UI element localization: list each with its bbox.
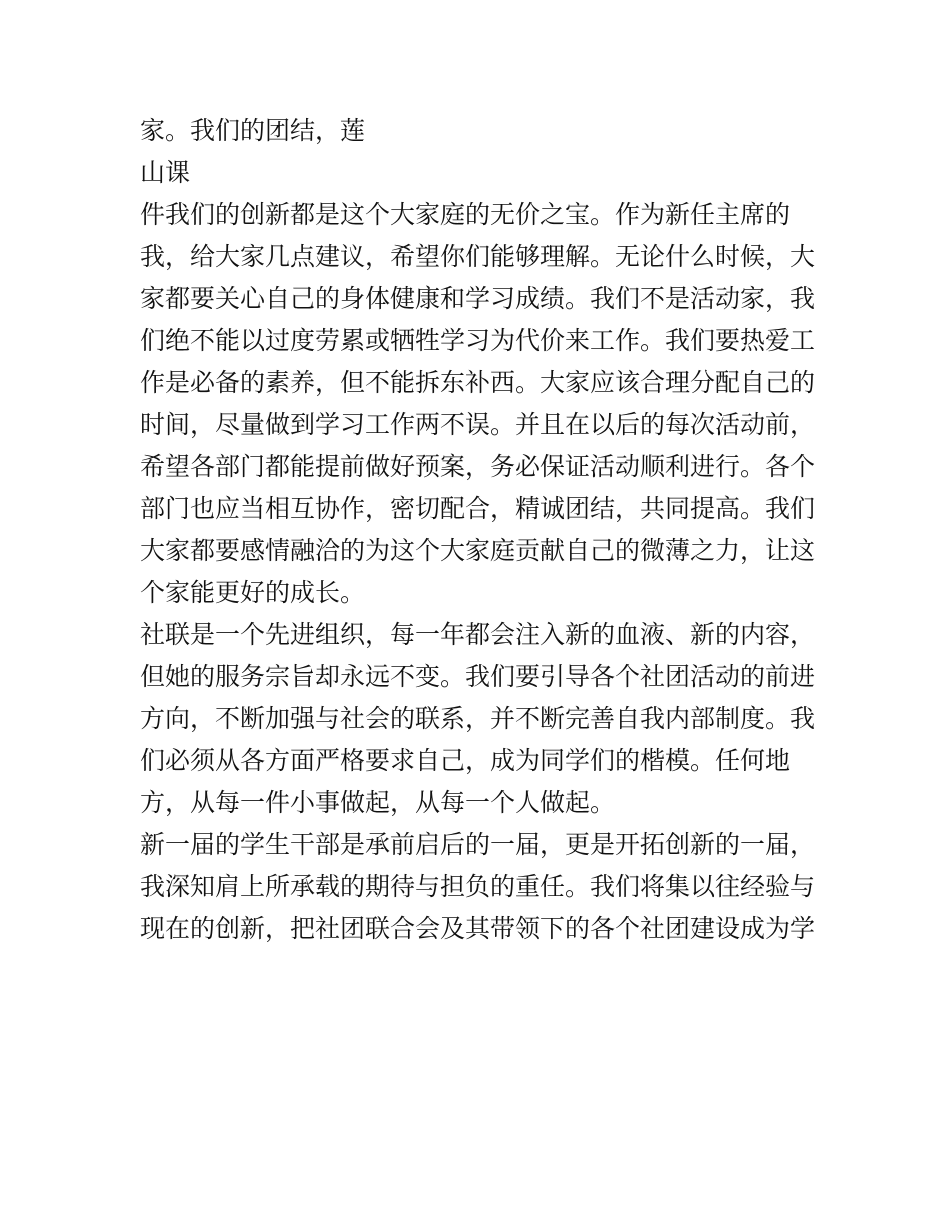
- text-line-16: 们必须从各方面严格要求自己，成为同学们的楷模。任何地: [140, 746, 791, 775]
- text-line-7: 作是必备的素养，但不能拆东补西。大家应该合理分配自己的: [140, 368, 816, 397]
- text-line-9: 希望各部门都能提前做好预案，务必保证活动顺利进行。各个: [140, 452, 816, 481]
- text-line-6: 们绝不能以过度劳累或牺牲学习为代价来工作。我们要热爱工: [140, 326, 816, 355]
- text-line-1: 家。我们的团结，莲: [140, 116, 366, 145]
- text-line-12: 个家能更好的成长。: [140, 578, 366, 607]
- text-line-4: 我，给大家几点建议，希望你们能够理解。无论什么时候，大: [140, 242, 816, 271]
- text-line-20: 现在的创新，把社团联合会及其带领下的各个社团建设成为学: [140, 914, 816, 943]
- text-line-15: 方向，不断加强与社会的联系，并不断完善自我内部制度。我: [140, 704, 816, 733]
- text-line-18: 新一届的学生干部是承前启后的一届，更是开拓创新的一届，: [140, 830, 816, 859]
- document-page: [140, 110, 820, 950]
- text-line-11: 大家都要感情融洽的为这个大家庭贡献自己的微薄之力，让这: [140, 536, 816, 565]
- text-line-5: 家都要关心自己的身体健康和学习成绩。我们不是活动家，我: [140, 284, 816, 313]
- text-line-10: 部门也应当相互协作，密切配合，精诚团结，共同提高。我们: [140, 494, 816, 523]
- text-line-14: 但她的服务宗旨却永远不变。我们要引导各个社团活动的前进: [140, 662, 816, 691]
- text-line-2: 山课: [140, 158, 191, 187]
- text-line-13: 社联是一个先进组织，每一年都会注入新的血液、新的内容，: [140, 620, 816, 649]
- text-line-19: 我深知肩上所承载的期待与担负的重任。我们将集以往经验与: [140, 872, 816, 901]
- text-line-17: 方，从每一件小事做起，从每一个人做起。: [140, 788, 616, 817]
- text-line-3: 件我们的创新都是这个大家庭的无价之宝。作为新任主席的: [140, 200, 791, 229]
- text-line-8: 时间，尽量做到学习工作两不误。并且在以后的每次活动前，: [140, 410, 816, 439]
